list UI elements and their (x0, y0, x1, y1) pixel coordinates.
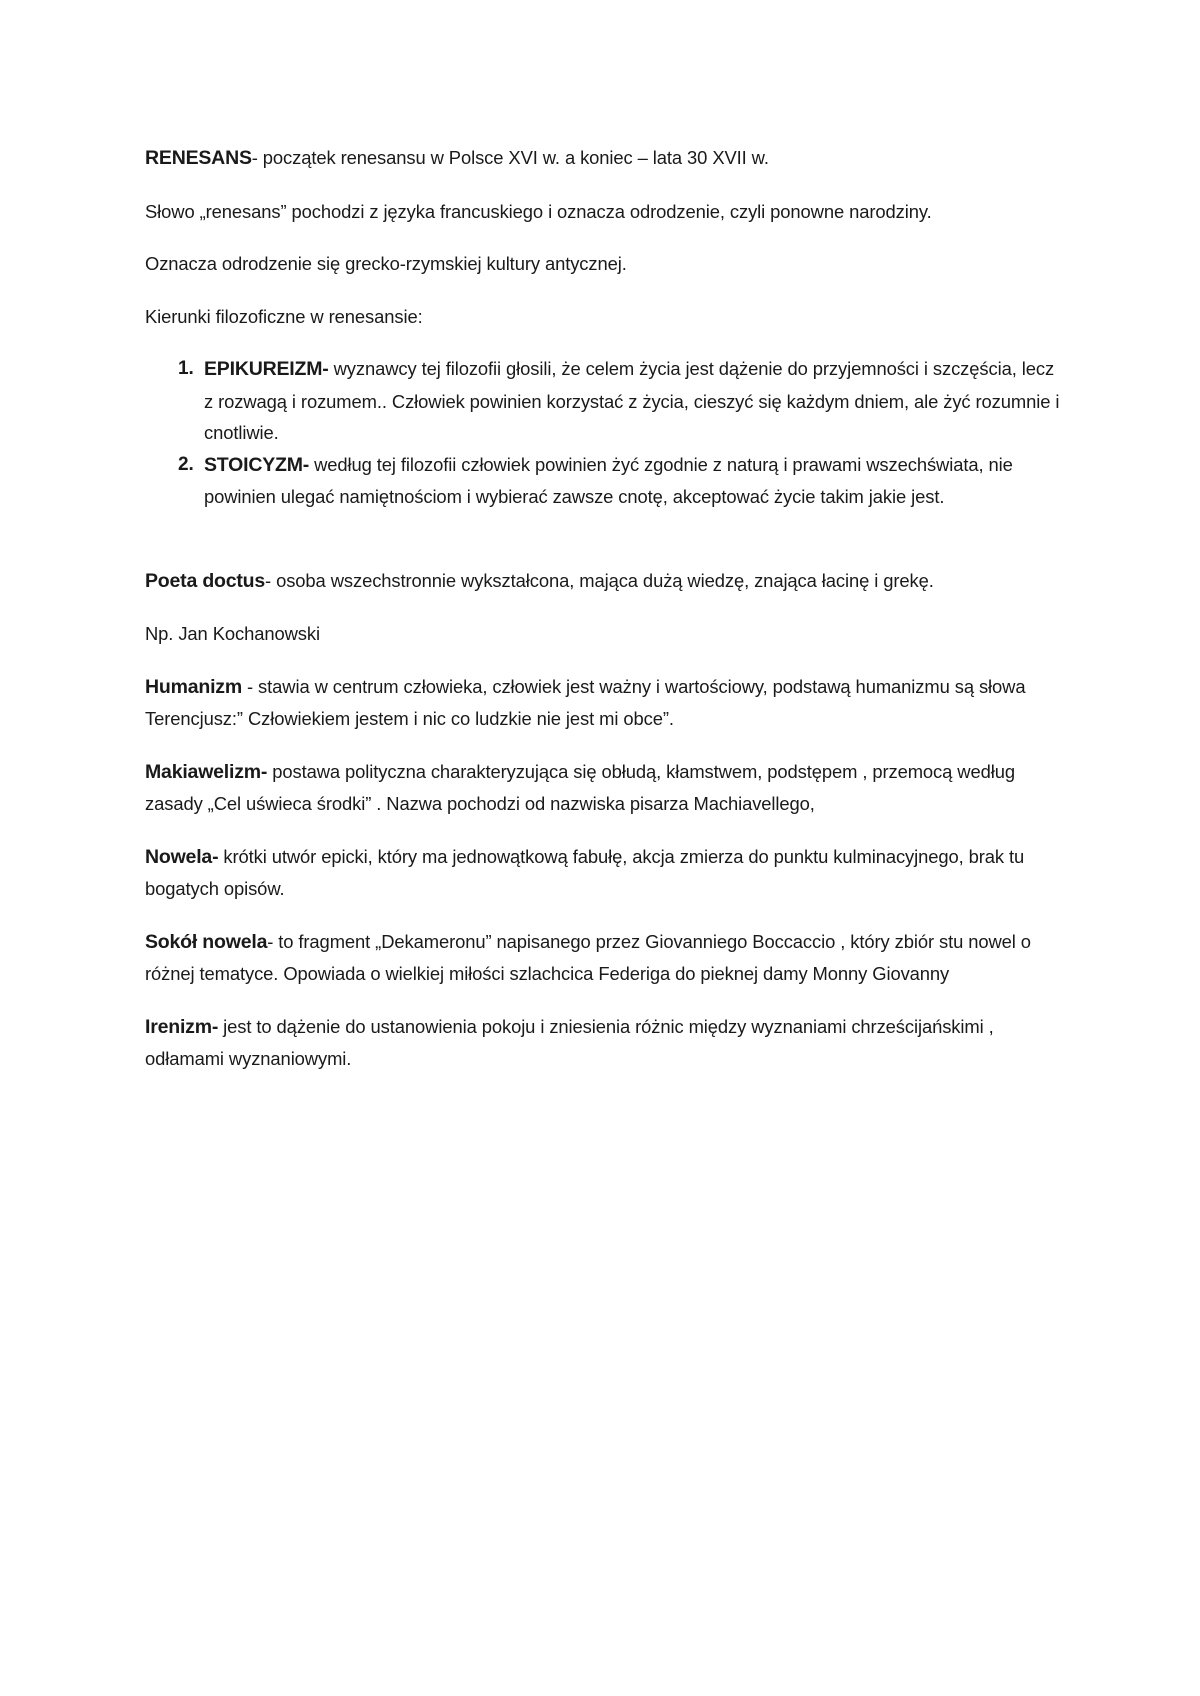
paragraph-philosophy-heading (145, 301, 1065, 333)
list-number: 2. (178, 453, 194, 475)
paragraph-example (145, 618, 1065, 650)
definition-sokol-nowela: - to fragment „Dekameronu” napisanego przez Giovanniego Boccaccio , który zbiór stu nowel o różnej tematyce. Opowiada o wielkiej miłości szlachcica Federiga do pieknej damy Monny Giovanny (145, 930, 1031, 984)
term-irenizm: Irenizm- (145, 1015, 219, 1038)
paragraph-renesans (145, 142, 1065, 175)
term-renesans: RENESANS (145, 147, 252, 169)
definition-stoicyzm: według tej filozofii człowiek powinien żyć zgodnie z naturą i prawami wszechświata, nie powinien ulegać namiętnościom i wybierać zawsze cnotę, akceptować życie takim jakie jest. (204, 453, 1013, 507)
term-poeta-doctus: Poeta doctus (145, 569, 266, 592)
list-number: 1. (178, 358, 194, 379)
philosophy-heading-text: Kierunki filozoficzne w renesansie: (145, 305, 423, 327)
definition-poeta-doctus: - osoba wszechstronnie wykształcona, mająca dużą wiedzę, znająca łacinę i grekę. (265, 569, 934, 591)
paragraph-nowela (145, 841, 1065, 905)
section-spacer (145, 513, 1065, 565)
definition-epikureizm: wyznawcy tej filozofii głosili, że celem życia jest dążenie do przyjemności i szczęścia, lecz z rozwagą i rozumem.. Człowiek powinien korzystać z życia, cieszyć się każdym dniem, ale żyć rozumnie i cnotliwie. (204, 358, 1060, 443)
term-stoicyzm: STOICYZM- (204, 453, 310, 476)
example-text: Np. Jan Kochanowski (145, 623, 320, 644)
word-origin-text: Słowo „renesans” pochodzi z języka francuskiego i oznacza odrodzenie, czyli ponowne narodziny. (145, 200, 932, 222)
definition-irenizm: jest to dążenie do ustanowienia pokoju i zniesienia różnic między wyznaniami chrześcijańskimi , odłamami wyznaniowymi. (145, 1015, 994, 1069)
philosophy-list (145, 353, 1065, 513)
term-nowela: Nowela- (145, 845, 219, 868)
definition-renesans: - początek renesansu w Polsce XVI w. a koniec – lata 30 XVII w. (251, 147, 769, 168)
paragraph-makiawelizm (145, 756, 1065, 820)
paragraph-irenizm (145, 1011, 1065, 1075)
document-body (145, 142, 1065, 1096)
definition-humanizm: - stawia w centrum człowieka, człowiek jest ważny i wartościowy, podstawą humanizmu są słowa Terencjusz:” Człowiekiem jestem i nic co ludzkie nie jest mi obce”. (145, 675, 1026, 729)
definition-makiawelizm: postawa polityczna charakteryzująca się obłudą, kłamstwem, podstępem , przemocą według zasady „Cel uświeca środki” . Nazwa pochodzi od nazwiska pisarza Machiavellego, (145, 760, 1015, 814)
paragraph-poeta-doctus (145, 565, 1065, 598)
list-item-epikureizm (145, 353, 1065, 449)
term-makiawelizm: Makiawelizm- (145, 760, 268, 783)
term-sokol-nowela: Sokół nowela (145, 930, 268, 953)
paragraph-humanizm (145, 671, 1065, 735)
revival-text: Oznacza odrodzenie się grecko-rzymskiej kultury antycznej. (145, 253, 627, 274)
term-humanizm: Humanizm (145, 675, 242, 698)
paragraph-word-origin (145, 196, 1065, 228)
list-item-stoicyzm (145, 449, 1065, 513)
paragraph-revival (145, 248, 1065, 280)
definition-nowela: krótki utwór epicki, który ma jednowątkową fabułę, akcja zmierza do punktu kulminacyjnego, brak tu bogatych opisów. (145, 845, 1025, 899)
paragraph-sokol (145, 926, 1065, 990)
term-epikureizm: EPIKUREIZM- (204, 358, 329, 380)
